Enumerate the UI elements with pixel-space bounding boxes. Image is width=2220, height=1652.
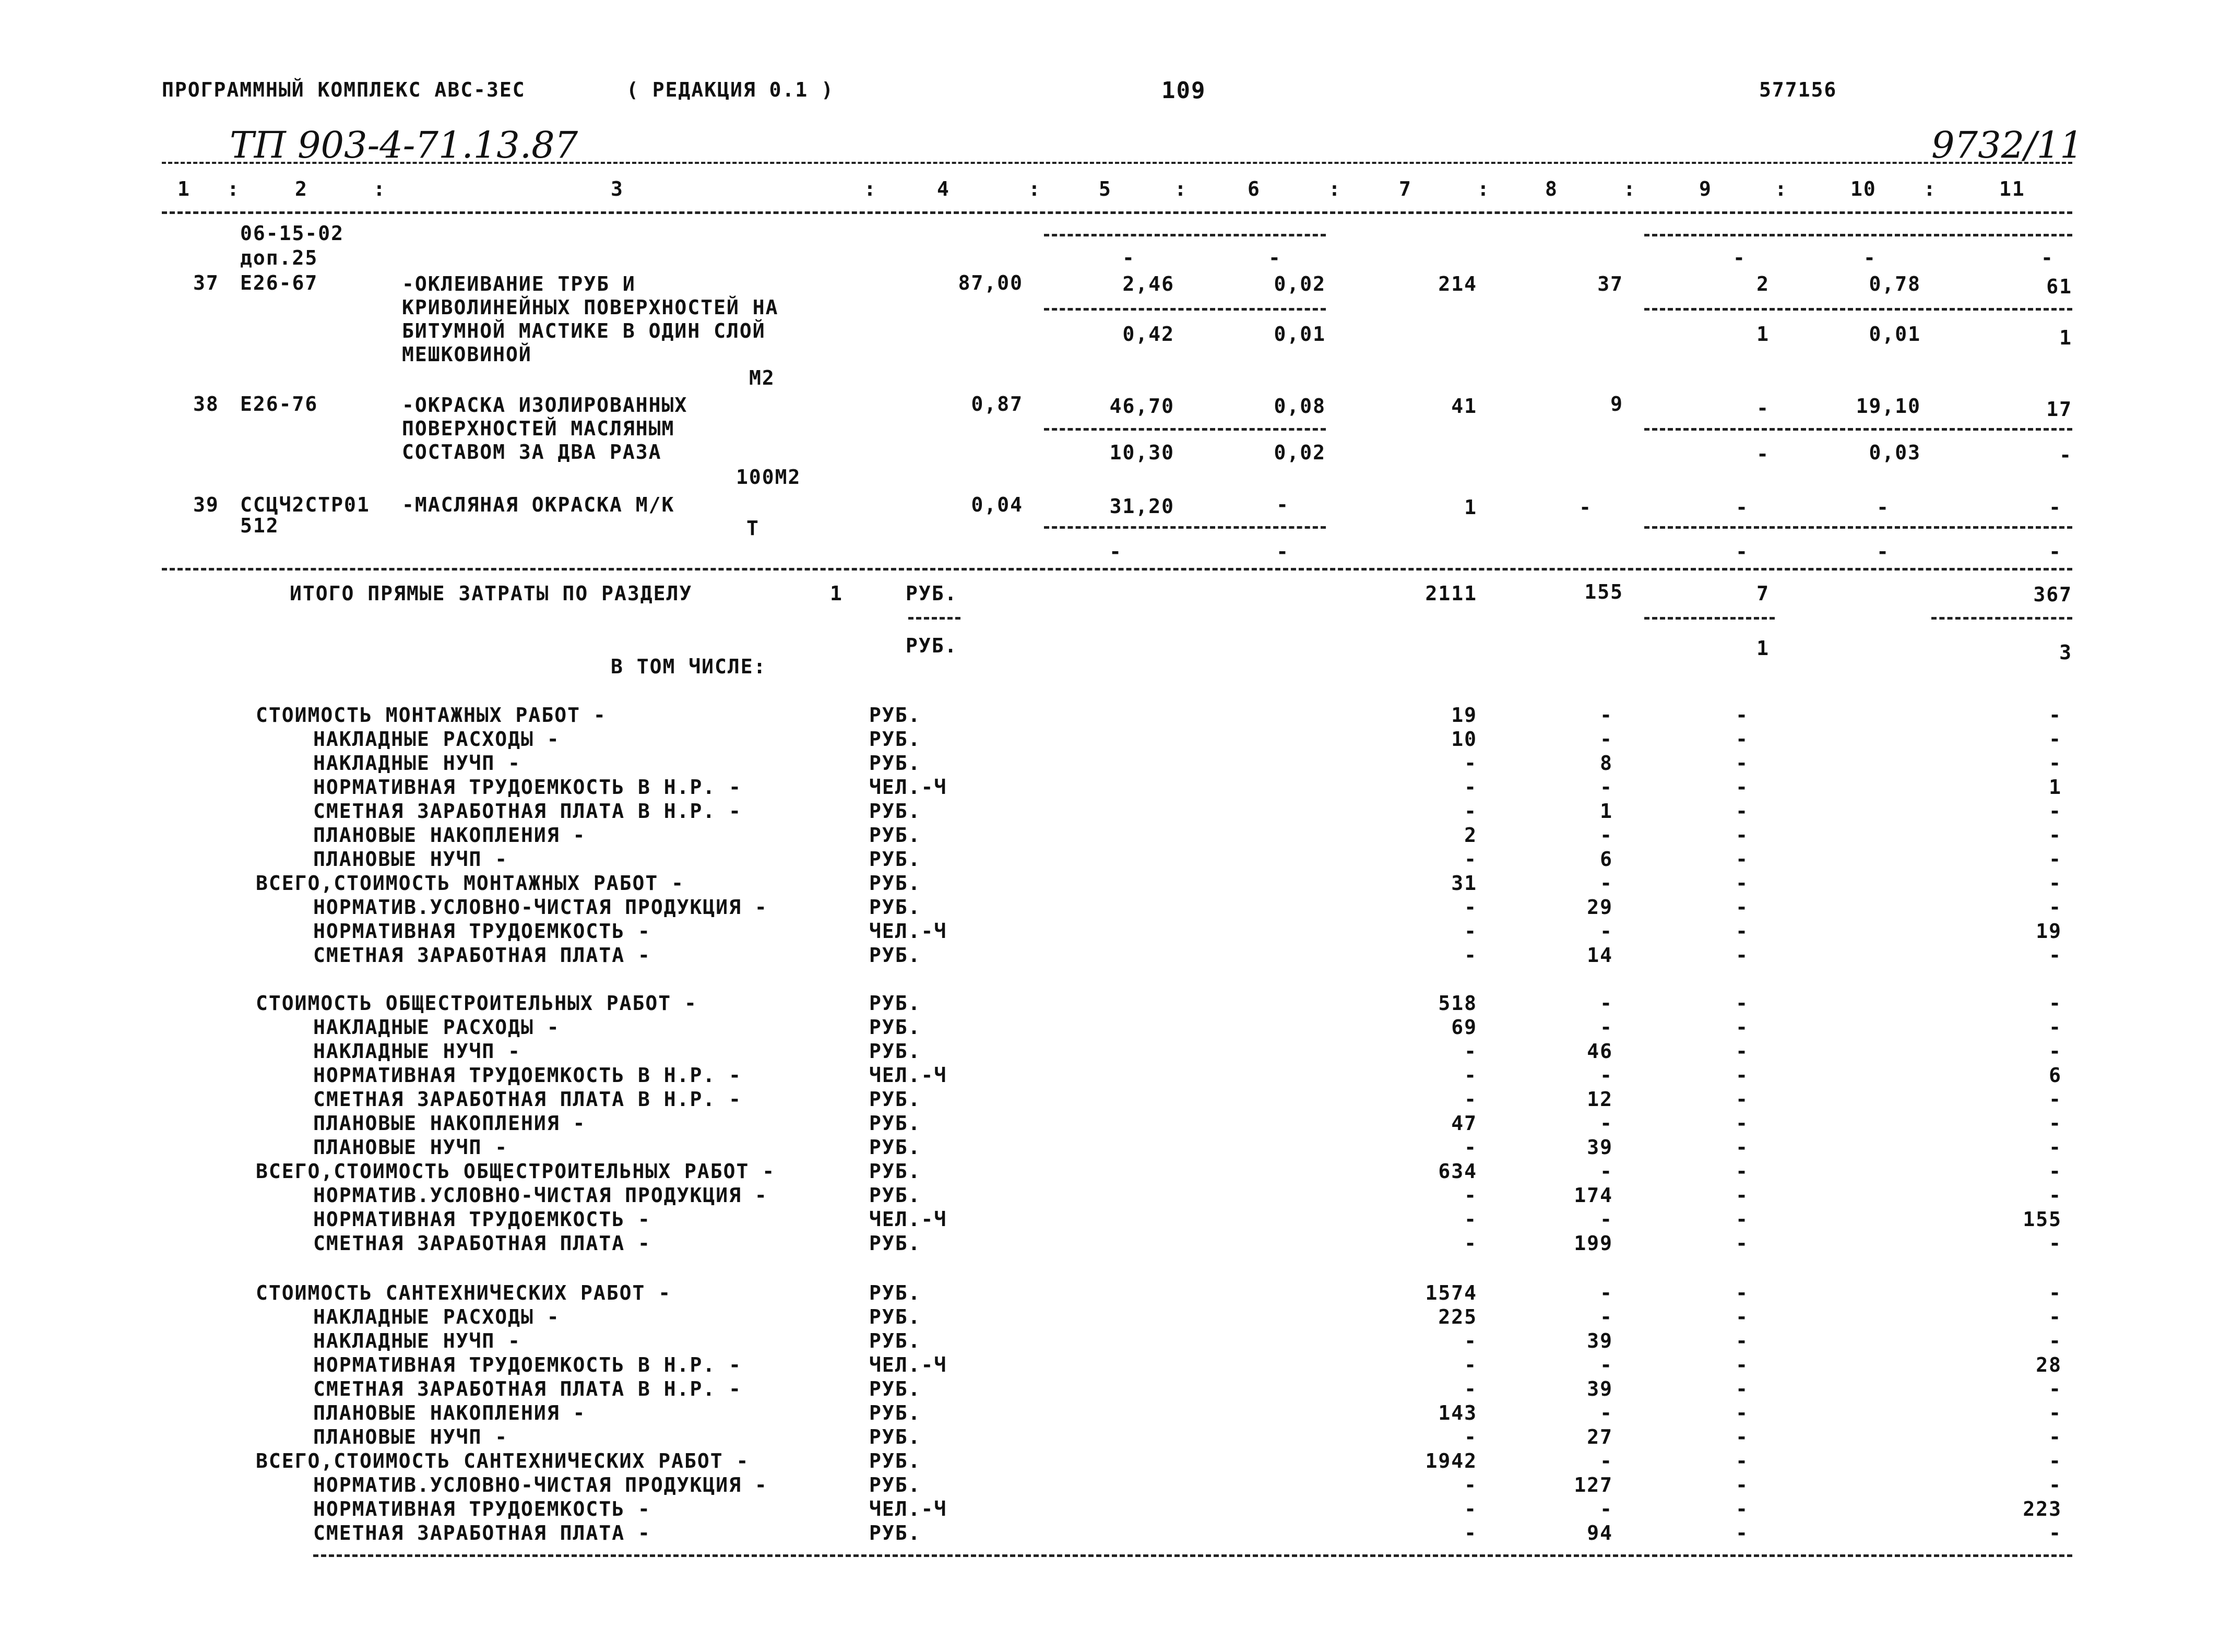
breakdown-c9: - (1736, 1136, 1749, 1159)
item-name-line: ПОВЕРХНОСТЕЙ МАСЛЯНЫМ (402, 417, 675, 440)
breakdown-c8: 14 (1587, 944, 1613, 967)
breakdown-unit: РУБ. (869, 1040, 921, 1063)
breakdown-c11: 1 (2049, 776, 2062, 799)
breakdown-c11: - (2049, 1040, 2062, 1063)
breakdown-c7: - (1464, 1377, 1477, 1400)
breakdown-c9: - (1736, 1401, 1749, 1424)
cell-9b: 1 (1756, 323, 1770, 346)
breakdown-c7: - (1464, 1353, 1477, 1376)
breakdown-c8: - (1600, 1305, 1613, 1328)
breakdown-c11: - (2049, 1160, 2062, 1183)
breakdown-c7: - (1464, 896, 1477, 919)
breakdown-c11: - (2049, 728, 2062, 751)
breakdown-c9: - (1736, 824, 1749, 847)
cell-10b: 0,03 (1869, 441, 1921, 464)
total-c7: 2111 (1425, 582, 1477, 605)
item-number: 37 (193, 271, 219, 294)
breakdown-label: СМЕТНАЯ ЗАРАБОТНАЯ ПЛАТА В Н.Р. - (313, 800, 742, 823)
total-label: ИТОГО ПРЯМЫЕ ЗАТРАТЫ ПО РАЗДЕЛУ (290, 582, 693, 605)
breakdown-c11: - (2049, 1232, 2062, 1255)
breakdown-label: СМЕТНАЯ ЗАРАБОТНАЯ ПЛАТА - (313, 944, 651, 967)
breakdown-label: НОРМАТИВНАЯ ТРУДОЕМКОСТЬ В Н.Р. - (313, 776, 742, 799)
breakdown-label: СМЕТНАЯ ЗАРАБОТНАЯ ПЛАТА В Н.Р. - (313, 1088, 742, 1111)
breakdown-c11: - (2049, 800, 2062, 823)
breakdown-c8: - (1600, 1064, 1613, 1087)
breakdown-c8: 39 (1587, 1136, 1613, 1159)
col-11: 11 (1999, 177, 2025, 200)
total-c8: 155 (1584, 580, 1623, 603)
breakdown-label: НОРМАТИВ.УСЛОВНО-ЧИСТАЯ ПРОДУКЦИЯ - (313, 1473, 768, 1496)
cell-5b: 0,42 (1122, 323, 1174, 346)
breakdown-c7: - (1464, 1064, 1477, 1087)
breakdown-c11: - (2049, 1473, 2062, 1496)
breakdown-label: НОРМАТИВНАЯ ТРУДОЕМКОСТЬ - (313, 920, 651, 943)
breakdown-unit: РУБ. (869, 872, 921, 895)
cell-5a: 31,20 (1109, 495, 1174, 518)
breakdown-c11: 223 (2023, 1498, 2062, 1520)
cell-6a: 0,02 (1274, 272, 1326, 295)
breakdown-unit: РУБ. (869, 1425, 921, 1448)
cell-11a: 17 (2046, 398, 2072, 421)
breakdown-c7: 225 (1438, 1305, 1477, 1328)
breakdown-c11: - (2049, 752, 2062, 775)
breakdown-c9: - (1736, 776, 1749, 799)
breakdown-c7: - (1464, 1088, 1477, 1111)
cell-11a: - (2049, 496, 2062, 519)
breakdown-c7: - (1464, 800, 1477, 823)
breakdown-unit: РУБ. (869, 1401, 921, 1424)
item-name-line: СОСТАВОМ ЗА ДВА РАЗА (402, 441, 662, 463)
breakdown-label: СМЕТНАЯ ЗАРАБОТНАЯ ПЛАТА - (313, 1522, 651, 1544)
breakdown-unit: РУБ. (869, 1377, 921, 1400)
breakdown-c7: - (1464, 848, 1477, 871)
breakdown-label: НАКЛАДНЫЕ НУЧП - (313, 752, 521, 775)
breakdown-label: НАКЛАДНЫЕ РАСХОДЫ - (313, 1305, 560, 1328)
cell-11b: - (2049, 540, 2062, 563)
cell-10a: 19,10 (1856, 395, 1921, 418)
cell-10b: 0,01 (1869, 323, 1921, 346)
breakdown-c11: - (2049, 896, 2062, 919)
breakdown-label: СМЕТНАЯ ЗАРАБОТНАЯ ПЛАТА - (313, 1232, 651, 1255)
breakdown-c9: - (1736, 992, 1749, 1015)
item-name-line: -ОКРАСКА ИЗОЛИРОВАННЫХ (402, 394, 688, 417)
breakdown-c11: - (2049, 1401, 2062, 1424)
breakdown-unit: РУБ. (869, 800, 921, 823)
breakdown-c9: - (1736, 704, 1749, 727)
including-label: В ТОМ ЧИСЛЕ: (611, 655, 767, 678)
breakdown-c8: - (1600, 1353, 1613, 1376)
breakdown-c7: 634 (1438, 1160, 1477, 1183)
breakdown-unit: РУБ. (869, 1112, 921, 1135)
breakdown-unit: РУБ. (869, 848, 921, 871)
breakdown-c11: - (2049, 704, 2062, 727)
breakdown-label: ПЛАНОВЫЕ НАКОПЛЕНИЯ - (313, 1401, 586, 1424)
item-unit: Т (746, 517, 759, 540)
breakdown-c7: 1942 (1425, 1449, 1477, 1472)
breakdown-c9: - (1736, 1305, 1749, 1328)
breakdown-c7: - (1464, 1498, 1477, 1520)
breakdown-unit: РУБ. (869, 1281, 921, 1304)
breakdown-c9: - (1736, 728, 1749, 751)
item-name-line: -МАСЛЯНАЯ ОКРАСКА М/К (402, 493, 675, 516)
breakdown-c7: 31 (1451, 872, 1477, 895)
breakdown-c9: - (1736, 1040, 1749, 1063)
breakdown-c11: - (2049, 824, 2062, 847)
breakdown-c7: - (1464, 1232, 1477, 1255)
breakdown-unit: РУБ. (869, 728, 921, 751)
col-3: 3 (611, 177, 624, 200)
breakdown-unit: РУБ. (869, 896, 921, 919)
doc-number: 9732/11 (1931, 124, 2083, 167)
breakdown-c9: - (1736, 1522, 1749, 1544)
cell-7: 1 (1464, 496, 1477, 519)
cell-6b: - (1276, 540, 1289, 563)
breakdown-c8: - (1600, 992, 1613, 1015)
breakdown-unit: РУБ. (869, 992, 921, 1015)
breakdown-c7: - (1464, 1184, 1477, 1207)
breakdown-c7: 19 (1451, 704, 1477, 727)
breakdown-c7: - (1464, 1329, 1477, 1352)
breakdown-label: НАКЛАДНЫЕ НУЧП - (313, 1329, 521, 1352)
cell-7: 41 (1451, 395, 1477, 418)
breakdown-c11: - (2049, 1425, 2062, 1448)
breakdown-label: ПЛАНОВЫЕ НУЧП - (313, 848, 508, 871)
breakdown-c8: 8 (1600, 752, 1613, 775)
cell-9a: - (1736, 496, 1749, 519)
total-c9a: 7 (1756, 582, 1770, 605)
breakdown-c8: 94 (1587, 1522, 1613, 1544)
breakdown-c7: - (1464, 1136, 1477, 1159)
cell-11b: 1 (2059, 326, 2072, 349)
cell-5a: 2,46 (1122, 272, 1174, 295)
edition: ( РЕДАКЦИЯ 0.1 ) (626, 78, 835, 101)
breakdown-label: ВСЕГО,СТОИМОСТЬ ОБЩЕСТРОИТЕЛЬНЫХ РАБОТ - (256, 1160, 776, 1183)
breakdown-c11: - (2049, 1016, 2062, 1039)
breakdown-c11: 28 (2036, 1353, 2062, 1376)
breakdown-c8: - (1600, 776, 1613, 799)
breakdown-label: СТОИМОСТЬ МОНТАЖНЫХ РАБОТ - (256, 704, 607, 727)
cell-5a: 46,70 (1109, 395, 1174, 418)
breakdown-label: ВСЕГО,СТОИМОСТЬ МОНТАЖНЫХ РАБОТ - (256, 872, 684, 895)
breakdown-label: НОРМАТИВНАЯ ТРУДОЕМКОСТЬ - (313, 1208, 651, 1231)
breakdown-c11: - (2049, 1522, 2062, 1544)
breakdown-c11: - (2049, 992, 2062, 1015)
breakdown-c9: - (1736, 848, 1749, 871)
breakdown-c11: - (2049, 1136, 2062, 1159)
breakdown-c8: - (1600, 920, 1613, 943)
breakdown-c11: - (2049, 1377, 2062, 1400)
breakdown-c7: - (1464, 1522, 1477, 1544)
breakdown-c7: 518 (1438, 992, 1477, 1015)
col-4: 4 (937, 177, 950, 200)
breakdown-c9: - (1736, 1232, 1749, 1255)
breakdown-unit: РУБ. (869, 944, 921, 967)
item-qty: 0,87 (971, 393, 1023, 415)
bottom-divider (313, 1554, 2072, 1557)
breakdown-c11: - (2049, 944, 2062, 967)
breakdown-unit: РУБ. (869, 1329, 921, 1352)
breakdown-unit: РУБ. (869, 1016, 921, 1039)
breakdown-c11: 6 (2049, 1064, 2062, 1087)
breakdown-c7: 47 (1451, 1112, 1477, 1135)
breakdown-label: СТОИМОСТЬ ОБЩЕСТРОИТЕЛЬНЫХ РАБОТ - (256, 992, 697, 1015)
cell-10b: - (1877, 540, 1890, 563)
prev-code-note: доп.25 (240, 246, 318, 269)
breakdown-unit: РУБ. (869, 1473, 921, 1496)
breakdown-c8: 6 (1600, 848, 1613, 871)
breakdown-label: СТОИМОСТЬ САНТЕХНИЧЕСКИХ РАБОТ - (256, 1281, 672, 1304)
breakdown-c8: 46 (1587, 1040, 1613, 1063)
item-code: ССЦЧ2СТР01 (240, 493, 370, 516)
breakdown-unit: РУБ. (869, 1449, 921, 1472)
breakdown-c7: - (1464, 776, 1477, 799)
item-unit: М2 (749, 366, 775, 389)
cell-7: 214 (1438, 272, 1477, 295)
cell-8: - (1579, 496, 1592, 519)
item-code: Е26-76 (240, 393, 318, 415)
total-c11a: 367 (2033, 583, 2072, 606)
breakdown-unit: РУБ. (869, 1184, 921, 1207)
breakdown-c8: - (1600, 824, 1613, 847)
breakdown-label: НОРМАТИВНАЯ ТРУДОЕМКОСТЬ - (313, 1498, 651, 1520)
breakdown-label: ПЛАНОВЫЕ НАКОПЛЕНИЯ - (313, 824, 586, 847)
cell-6b: 0,01 (1274, 323, 1326, 346)
breakdown-label: НОРМАТИВНАЯ ТРУДОЕМКОСТЬ В Н.Р. - (313, 1064, 742, 1087)
breakdown-c9: - (1736, 1016, 1749, 1039)
breakdown-label: ПЛАНОВЫЕ НУЧП - (313, 1425, 508, 1448)
breakdown-c11: - (2049, 1184, 2062, 1207)
breakdown-c8: - (1600, 1112, 1613, 1135)
breakdown-c8: - (1600, 704, 1613, 727)
breakdown-c8: 29 (1587, 896, 1613, 919)
breakdown-c9: - (1736, 1184, 1749, 1207)
cell-6a: 0,08 (1274, 395, 1326, 418)
breakdown-c8: 127 (1574, 1473, 1613, 1496)
cell-8: 37 (1597, 272, 1623, 295)
breakdown-unit: ЧЕЛ.-Ч (869, 1353, 947, 1376)
breakdown-c11: - (2049, 872, 2062, 895)
breakdown-label: ПЛАНОВЫЕ НАКОПЛЕНИЯ - (313, 1112, 586, 1135)
cell-11a: 61 (2046, 275, 2072, 298)
breakdown-unit: ЧЕЛ.-Ч (869, 1064, 947, 1087)
breakdown-c9: - (1736, 800, 1749, 823)
breakdown-c8: 39 (1587, 1377, 1613, 1400)
breakdown-c9: - (1736, 1425, 1749, 1448)
breakdown-c8: - (1600, 1281, 1613, 1304)
breakdown-c9: - (1736, 752, 1749, 775)
col-9: 9 (1699, 177, 1712, 200)
cell-9a: 2 (1756, 272, 1770, 295)
breakdown-c7: - (1464, 1040, 1477, 1063)
item-name-line: -ОКЛЕИВАНИЕ ТРУБ И (402, 272, 636, 295)
breakdown-c9: - (1736, 1160, 1749, 1183)
breakdown-c8: - (1600, 728, 1613, 751)
breakdown-unit: РУБ. (869, 824, 921, 847)
col-1: 1 (177, 177, 191, 200)
breakdown-c11: - (2049, 1088, 2062, 1111)
col-8: 8 (1545, 177, 1558, 200)
breakdown-c8: 1 (1600, 800, 1613, 823)
breakdown-unit: РУБ. (869, 1522, 921, 1544)
item-code: Е26-67 (240, 271, 318, 294)
breakdown-c11: - (2049, 1329, 2062, 1352)
breakdown-c9: - (1736, 896, 1749, 919)
breakdown-c7: - (1464, 1473, 1477, 1496)
total-unit-2: РУБ. (906, 634, 958, 657)
breakdown-c9: - (1736, 1329, 1749, 1352)
breakdown-label: НОРМАТИВ.УСЛОВНО-ЧИСТАЯ ПРОДУКЦИЯ - (313, 896, 768, 919)
breakdown-c8: - (1600, 1016, 1613, 1039)
breakdown-c9: - (1736, 920, 1749, 943)
cell-9a: - (1756, 397, 1770, 420)
item-name-line: МЕШКОВИНОЙ (402, 343, 532, 366)
breakdown-c7: 1574 (1425, 1281, 1477, 1304)
breakdown-c8: 12 (1587, 1088, 1613, 1111)
breakdown-c7: 2 (1464, 824, 1477, 847)
item-code-2: 512 (240, 514, 279, 537)
cell-9b: - (1736, 540, 1749, 563)
breakdown-c11: 19 (2036, 920, 2062, 943)
cell-10a: 0,78 (1869, 272, 1921, 295)
breakdown-c8: - (1600, 1449, 1613, 1472)
breakdown-c9: - (1736, 1377, 1749, 1400)
cell-8: 9 (1610, 393, 1623, 415)
col-7: 7 (1399, 177, 1412, 200)
breakdown-unit: ЧЕЛ.-Ч (869, 920, 947, 943)
breakdown-unit: РУБ. (869, 1136, 921, 1159)
cell-9b: - (1756, 443, 1770, 466)
doc-reference: ТП 903-4-71.13.87 (230, 124, 578, 167)
cell-10a: - (1877, 496, 1890, 519)
program-name: ПРОГРАММНЫЙ КОМПЛЕКС АВС-ЗЕС (162, 78, 526, 101)
breakdown-c7: - (1464, 752, 1477, 775)
breakdown-c7: - (1464, 944, 1477, 967)
breakdown-c9: - (1736, 1498, 1749, 1520)
breakdown-label: НОРМАТИВ.УСЛОВНО-ЧИСТАЯ ПРОДУКЦИЯ - (313, 1184, 768, 1207)
breakdown-c9: - (1736, 944, 1749, 967)
item-qty: 87,00 (958, 271, 1023, 294)
total-c9b: 1 (1756, 637, 1770, 660)
breakdown-c11: - (2049, 1112, 2062, 1135)
item-unit: 100М2 (736, 466, 801, 489)
breakdown-c9: - (1736, 1281, 1749, 1304)
breakdown-unit: РУБ. (869, 704, 921, 727)
breakdown-c8: - (1600, 1160, 1613, 1183)
breakdown-c9: - (1736, 872, 1749, 895)
breakdown-c11: - (2049, 1281, 2062, 1304)
prev-code: 06-15-02 (240, 222, 345, 245)
breakdown-c9: - (1736, 1353, 1749, 1376)
breakdown-unit: ЧЕЛ.-Ч (869, 1498, 947, 1520)
breakdown-c11: - (2049, 1449, 2062, 1472)
breakdown-c11: 155 (2023, 1208, 2062, 1231)
breakdown-c9: - (1736, 1088, 1749, 1111)
breakdown-label: НАКЛАДНЫЕ НУЧП - (313, 1040, 521, 1063)
breakdown-label: ВСЕГО,СТОИМОСТЬ САНТЕХНИЧЕСКИХ РАБОТ - (256, 1449, 750, 1472)
breakdown-unit: РУБ. (869, 752, 921, 775)
breakdown-c7: 69 (1451, 1016, 1477, 1039)
breakdown-c9: - (1736, 1449, 1749, 1472)
breakdown-c9: - (1736, 1208, 1749, 1231)
breakdown-c11: - (2049, 848, 2062, 871)
breakdown-c7: - (1464, 1208, 1477, 1231)
breakdown-c9: - (1736, 1112, 1749, 1135)
breakdown-label: НАКЛАДНЫЕ РАСХОДЫ - (313, 1016, 560, 1039)
breakdown-unit: ЧЕЛ.-Ч (869, 776, 947, 799)
item-number: 39 (193, 493, 219, 516)
breakdown-unit: РУБ. (869, 1160, 921, 1183)
item-qty: 0,04 (971, 493, 1023, 516)
breakdown-label: НАКЛАДНЫЕ РАСХОДЫ - (313, 728, 560, 751)
total-c11b: 3 (2059, 641, 2072, 664)
breakdown-unit: ЧЕЛ.-Ч (869, 1208, 947, 1231)
cell-6b: 0,02 (1274, 441, 1326, 464)
cell-5b: 10,30 (1109, 441, 1174, 464)
item-name-line: КРИВОЛИНЕЙНЫХ ПОВЕРХНОСТЕЙ НА (402, 296, 779, 319)
sheet-code: 577156 (1759, 78, 1837, 101)
breakdown-c7: 10 (1451, 728, 1477, 751)
page-number: 109 (1161, 77, 1206, 104)
cell-11b: - (2059, 444, 2072, 467)
col-10: 10 (1850, 177, 1877, 200)
breakdown-c7: 143 (1438, 1401, 1477, 1424)
breakdown-c8: - (1600, 1208, 1613, 1231)
breakdown-c8: - (1600, 1401, 1613, 1424)
breakdown-c8: - (1600, 1498, 1613, 1520)
col-5: 5 (1099, 177, 1112, 200)
breakdown-unit: РУБ. (869, 1088, 921, 1111)
breakdown-c11: - (2049, 1305, 2062, 1328)
breakdown-c9: - (1736, 1473, 1749, 1496)
breakdown-c8: 199 (1574, 1232, 1613, 1255)
cell-5b: - (1109, 540, 1122, 563)
col-6: 6 (1248, 177, 1261, 200)
breakdown-c7: - (1464, 1425, 1477, 1448)
breakdown-label: СМЕТНАЯ ЗАРАБОТНАЯ ПЛАТА В Н.Р. - (313, 1377, 742, 1400)
breakdown-label: НОРМАТИВНАЯ ТРУДОЕМКОСТЬ В Н.Р. - (313, 1353, 742, 1376)
breakdown-unit: РУБ. (869, 1232, 921, 1255)
breakdown-c8: 174 (1574, 1184, 1613, 1207)
cell-6a: - (1276, 493, 1289, 516)
breakdown-c8: 39 (1587, 1329, 1613, 1352)
breakdown-label: ПЛАНОВЫЕ НУЧП - (313, 1136, 508, 1159)
breakdown-c9: - (1736, 1064, 1749, 1087)
total-unit: РУБ. (906, 582, 958, 605)
col-2: 2 (295, 177, 308, 200)
breakdown-c8: - (1600, 872, 1613, 895)
breakdown-unit: РУБ. (869, 1305, 921, 1328)
item-number: 38 (193, 393, 219, 415)
item-name-line: БИТУМНОЙ МАСТИКЕ В ОДИН СЛОЙ (402, 319, 766, 342)
breakdown-c8: 27 (1587, 1425, 1613, 1448)
total-section: 1 (830, 582, 843, 605)
breakdown-c7: - (1464, 920, 1477, 943)
